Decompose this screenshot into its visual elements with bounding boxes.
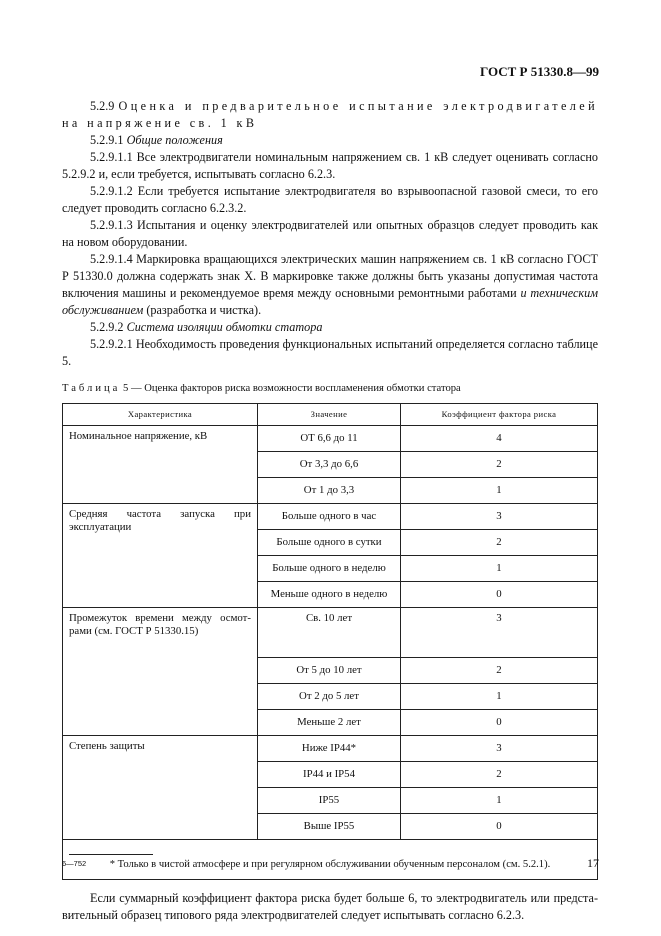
value-cell: От 1 до 3,3 xyxy=(258,478,401,504)
paragraph-5-2-9-2-1: 5.2.9.2.1 Необходимость проведения функциональных испытаний определяется согласно таблице 5. xyxy=(62,337,598,368)
paragraph-5-2-9-1-2: 5.2.9.1.2 Если требуется испытание электродвигателя во взрывоопасной газовой смеси, то его следует проводить согласно 6.2.3.2. xyxy=(62,184,598,215)
coefficient-cell: 0 xyxy=(401,582,598,608)
characteristic-cell: Степень защиты xyxy=(63,736,258,840)
coefficient-cell: 3 xyxy=(401,608,598,658)
characteristic-cell: Номинальное напряжение, кВ xyxy=(63,426,258,504)
paragraph-5-2-9-1-4 xyxy=(62,251,598,319)
value-cell: Выше IP55 xyxy=(258,814,401,840)
table-row xyxy=(63,608,598,658)
value-cell: Св. 10 лет xyxy=(258,608,401,658)
table-footnote-row xyxy=(63,840,598,880)
section-number: 5.2.9.1 xyxy=(90,133,124,147)
section-number: 5.2.9 xyxy=(90,99,115,113)
value-cell: Больше одного в сутки xyxy=(258,530,401,556)
value-cell: Больше одного в неделю xyxy=(258,556,401,582)
value-cell: От 2 до 5 лет xyxy=(258,684,401,710)
value-cell: Меньше 2 лет xyxy=(258,710,401,736)
after-table-paragraph: Если суммарный коэффициент фактора риска будет больше 6, то электродвигатель или представительный образец типового ряда электродвигателей следует испытывать согласно 6.2.3. xyxy=(62,891,598,922)
table-footnote: * Только в чистой атмосфере и при регулярном обслуживании обученным персоналом (см. 5.2.1). xyxy=(109,859,551,870)
table-row xyxy=(63,504,598,530)
value-cell: IP44 и IP54 xyxy=(258,762,401,788)
coefficient-cell: 0 xyxy=(401,710,598,736)
paragraph-tail: (разработка и чистка). xyxy=(146,303,262,317)
value-cell: Меньше одного в неделю xyxy=(258,582,401,608)
coefficient-cell: 4 xyxy=(401,426,598,452)
value-cell: ОТ 6,6 до 11 xyxy=(258,426,401,452)
characteristic-cell: Средняя частота запуска при эксплуатации xyxy=(63,504,258,608)
value-cell: Ниже IP44* xyxy=(258,736,401,762)
table-caption xyxy=(62,380,598,397)
page-number: 17 xyxy=(587,856,599,870)
paragraph-conj: и xyxy=(520,286,527,300)
value-cell: От 3,3 до 6,6 xyxy=(258,452,401,478)
coefficient-cell: 2 xyxy=(401,762,598,788)
coefficient-cell: 2 xyxy=(401,452,598,478)
footnote-cell xyxy=(63,840,598,880)
value-cell: От 5 до 10 лет xyxy=(258,658,401,684)
document-body xyxy=(62,98,598,924)
section-title: Общие положения xyxy=(126,133,223,147)
value-cell: Больше одного в час xyxy=(258,504,401,530)
coefficient-cell: 1 xyxy=(401,556,598,582)
coefficient-cell: 1 xyxy=(401,684,598,710)
print-code: 6—752 xyxy=(62,859,87,868)
paragraph-5-2-9-1-1: 5.2.9.1.1 Все электродвигатели номинальным напряжением св. 1 кВ следует оценивать согласно 5.2.9.2 и, если требуется, испытывать согласно 6.2.3. xyxy=(62,150,598,181)
table-header-row xyxy=(63,404,598,426)
table-caption-label: Таблица xyxy=(62,383,121,394)
coefficient-cell: 3 xyxy=(401,504,598,530)
risk-factor-table xyxy=(62,403,598,880)
column-header: Значение xyxy=(258,404,401,426)
coefficient-cell: 2 xyxy=(401,530,598,556)
section-number: 5.2.9.2 xyxy=(90,320,124,334)
coefficient-cell: 1 xyxy=(401,478,598,504)
paragraph-text: 5.2.9.1.4 Маркировка вращающихся электрических машин напряжением св. 1 кВ согласно ГОСТ Р 51330.0 должна содержать знак Х. В маркировке также должны быть указаны допустимая частота включения машины и рекомендуемое время между основными ремонтными работами xyxy=(62,252,598,300)
paragraph-5-2-9-1-3: 5.2.9.1.3 Испытания и оценку электродвигателей или опытных образцов следует проводить как на новом оборудовании. xyxy=(62,218,598,249)
characteristic-cell: Промежуток времени между осмотрами (см. ГОСТ Р 51330.15) xyxy=(63,608,258,736)
section-title: Оценка и предварительное испытание электродвигателей на напряжение св. 1 кВ xyxy=(62,99,598,130)
table-row xyxy=(63,736,598,762)
value-cell: IP55 xyxy=(258,788,401,814)
paragraph-italic: техническим обслуживанием xyxy=(62,286,599,317)
table-caption-text: 5 — Оценка факторов риска возможности воспламенения обмотки статора xyxy=(123,383,461,394)
section-5-2-9-1-heading xyxy=(62,132,598,149)
coefficient-cell: 0 xyxy=(401,814,598,840)
coefficient-cell: 3 xyxy=(401,736,598,762)
footnote-divider xyxy=(69,854,153,855)
column-header: Коэффициент фактора риска xyxy=(401,404,598,426)
section-5-2-9-heading xyxy=(62,98,598,132)
page-header: ГОСТ Р 51330.8—99 xyxy=(480,64,599,79)
table-row xyxy=(63,426,598,452)
section-5-2-9-2-heading xyxy=(62,319,598,336)
column-header: Характеристика xyxy=(63,404,258,426)
coefficient-cell: 2 xyxy=(401,658,598,684)
section-title: Система изоляции обмотки статора xyxy=(126,320,323,334)
coefficient-cell: 1 xyxy=(401,788,598,814)
